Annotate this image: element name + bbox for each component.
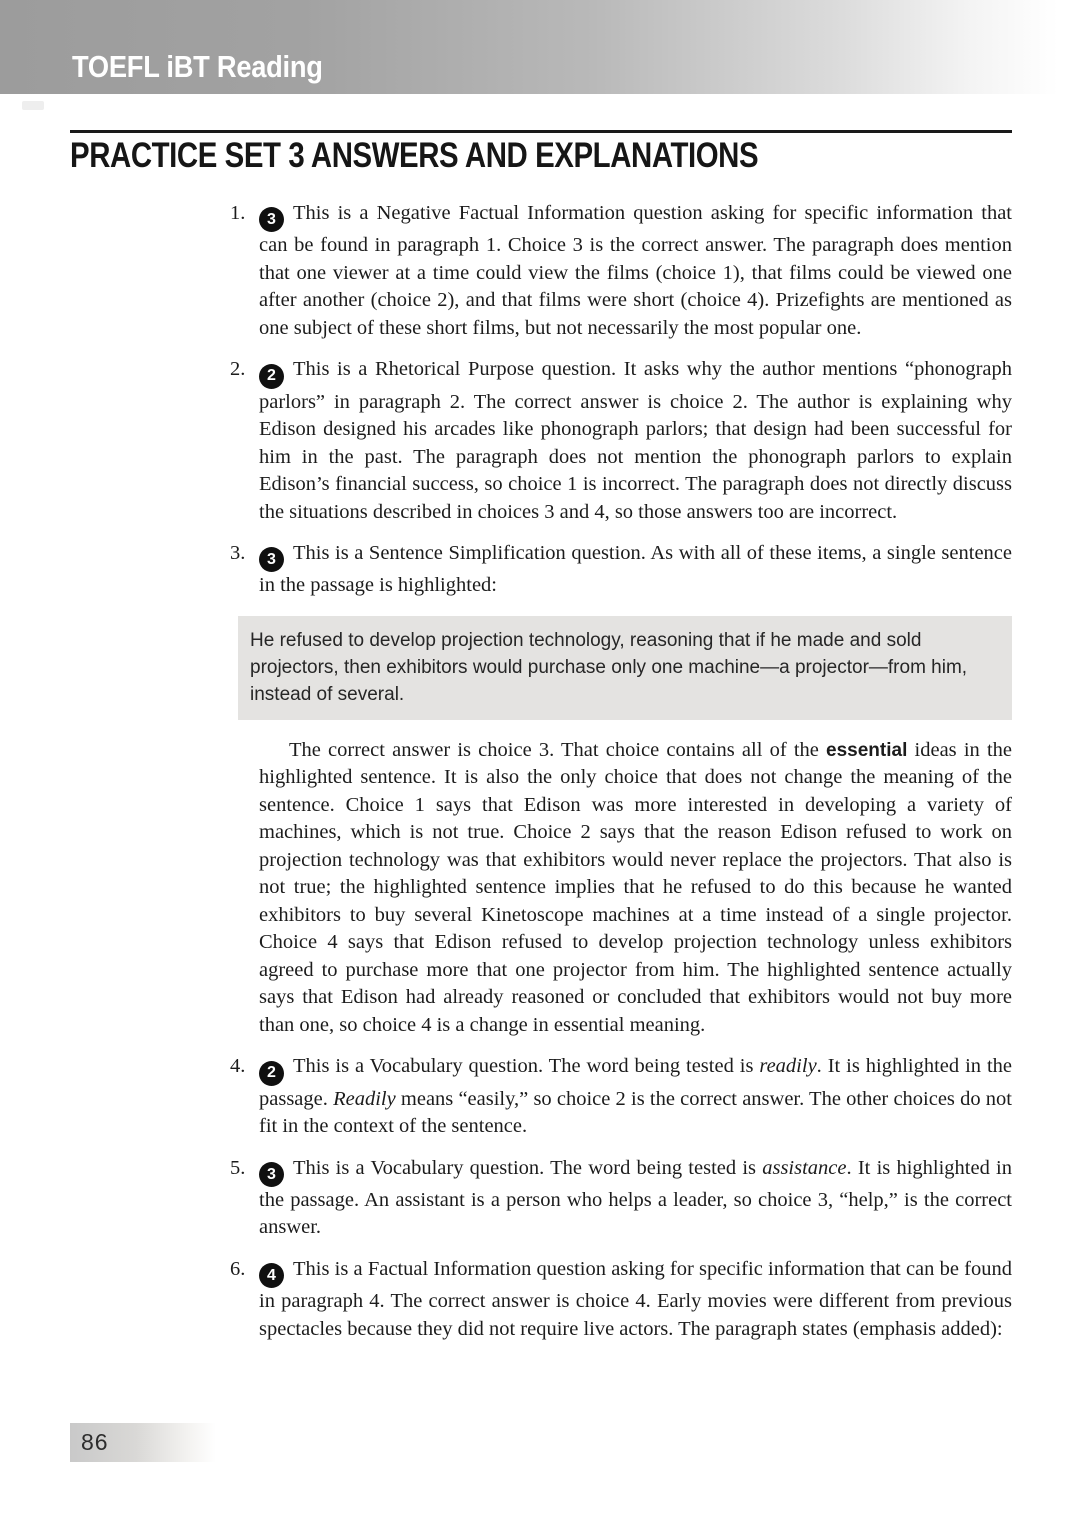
answer-body	[259, 540, 1012, 600]
correct-choice-badge: 3	[259, 547, 284, 572]
answer-body	[259, 1256, 1012, 1343]
answer-number: 2.	[230, 358, 246, 381]
answer-item-4	[230, 1053, 1012, 1140]
answer-body	[259, 200, 1012, 342]
answer-explanation-text: This is a Factual Information question asking for specific information that can be found in paragraph 4. The correct answer is choice 4. Early movies were different from previous spectacles because they did not require live actors. The paragraph states (emphasis added):	[259, 1257, 1012, 1340]
answer-body	[259, 1053, 1012, 1140]
title-rule	[70, 130, 1012, 133]
page-title: PRACTICE SET 3 ANSWERS AND EXPLANATIONS	[70, 136, 759, 175]
answer-explanation-text: This is a Negative Factual Information question asking for specific information that can be found in paragraph 1. Choice 3 is the correct answer. The paragraph does mention that one viewer at a time could view the films (choice 1), that films could be viewed one after another (choice 2), and that films were short (choice 4). Prizefights are mentioned as one subject of these short films, but not necessarily the most popular one.	[259, 202, 1012, 339]
correct-choice-badge: 2	[259, 364, 284, 389]
answer-explanation-text: This is a Vocabulary question. The word being tested is readily. It is highlighted in the passage. Readily means “easily,” so choice 2 is the correct answer. The other choices do not fit in the context of the sentence.	[259, 1055, 1012, 1137]
answer-item-1	[230, 200, 1012, 342]
answer-item-6	[230, 1256, 1012, 1343]
answer-3-continuation-paragraph: The correct answer is choice 3. That choice contains all of the essential ideas in the highlighted sentence. It is also the only choice that does not change the meaning of the sentence. Choice 1 says that Edison was more interested in developing a variety of machines, which is not true. Choice 2 says that the reason Edison refused to work on projection technology was that exhibitors would never replace the projectors. That also is not true; the highlighted sentence implies that he refused to do this because he wanted exhibitors to buy several Kinetoscope machines at a time instead of a single projector. Choice 4 says that Edison refused to develop projection technology unless exhibitors agreed to purchase more that one projector from him. The highlighted sentence actually says that Edison had already reasoned or concluded that exhibitors would not buy more than one, so choice 4 is a change in essential meaning.	[259, 738, 1012, 1036]
answer-explanation-text: This is a Vocabulary question. The word being tested is assistance. It is highlighted in the passage. An assistant is a person who helps a leader, so choice 3, “help,” is the correct answer.	[259, 1156, 1012, 1239]
answer-number: 4.	[230, 1055, 246, 1078]
page-header-band	[0, 0, 1080, 94]
answer-body	[259, 1155, 1012, 1242]
answer-number: 3.	[230, 542, 246, 564]
answer-list	[70, 200, 1012, 1343]
correct-choice-badge: 3	[259, 207, 284, 232]
answer-item-5	[230, 1155, 1012, 1242]
page-number: 86	[81, 1429, 109, 1455]
correct-choice-badge: 4	[259, 1263, 284, 1288]
answer-explanation-text: This is a Rhetorical Purpose question. It asks why the author mentions “phonograph parlors” in paragraph 2. The correct answer is choice 2. The author is explaining why Edison designed his arcades like phonograph parlors; that design had been successful for him in the past. The paragraph does not mention the phonograph parlors to explain Edison’s financial success, so choice 1 is incorrect. The paragraph does not directly discuss the situations described in choices 3 and 4, so those answers too are incorrect.	[259, 358, 1012, 523]
answer-explanation-text: This is a Sentence Simplification question. As with all of these items, a single sentence in the passage is highlighted:	[259, 542, 1012, 597]
section-title: TOEFL iBT Reading	[72, 49, 323, 84]
answer-item-3	[230, 540, 1012, 600]
answer-number: 1.	[230, 202, 246, 224]
answer-number: 5.	[230, 1156, 246, 1179]
highlighted-sentence-block: He refused to develop projection technology, reasoning that if he made and sold projectors, then exhibitors would purchase only one machine—a projector—from him, instead of several.	[238, 616, 1012, 720]
page-content	[0, 94, 1080, 1343]
correct-choice-badge: 3	[259, 1162, 284, 1187]
footer-page-number-bar	[70, 1423, 216, 1462]
correct-choice-badge: 2	[259, 1061, 284, 1086]
answer-item-2	[230, 356, 1012, 526]
answer-number: 6.	[230, 1257, 246, 1280]
answer-body	[259, 356, 1012, 526]
